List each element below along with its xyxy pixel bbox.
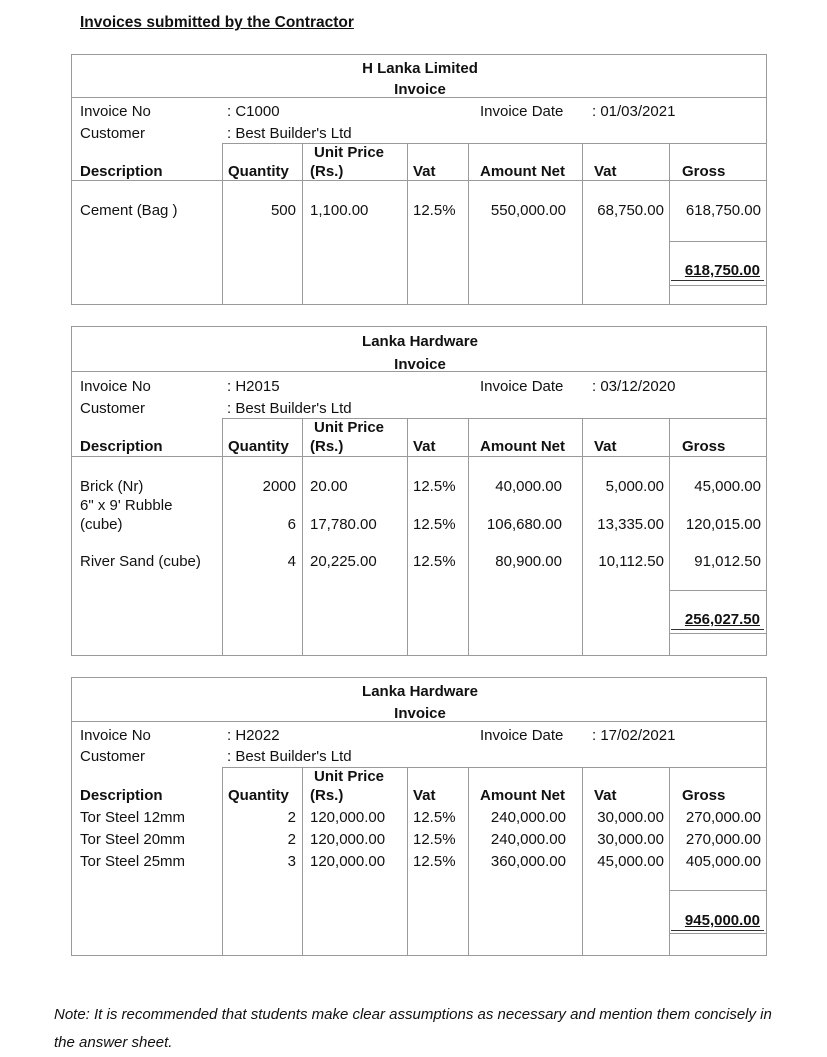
header-unit-price: Unit Price <box>314 768 385 785</box>
item-vat-amount: 10,112.50 <box>598 553 664 570</box>
item-amount-net: 106,680.00 <box>486 516 562 533</box>
item-vat-rate: 12.5% <box>413 553 456 570</box>
header-vat: Vat <box>413 787 436 804</box>
item-amount-net: 80,900.00 <box>495 553 562 570</box>
item-unit-price: 120,000.00 <box>310 809 386 826</box>
invoice-date-value: : 03/12/2020 <box>592 378 676 395</box>
invoice-no-label: Invoice No <box>80 103 151 120</box>
item-gross: 91,012.50 <box>694 553 761 570</box>
item-description: Brick (Nr) <box>80 478 144 495</box>
item-vat-rate: 12.5% <box>413 809 456 826</box>
document-type: Invoice <box>394 356 446 373</box>
invoice-1 <box>71 54 767 305</box>
item-quantity: 2000 <box>262 478 296 495</box>
invoice-no-value: : H2022 <box>227 727 280 744</box>
item-amount-net: 40,000.00 <box>495 478 562 495</box>
invoice-no-value: : H2015 <box>227 378 280 395</box>
customer-label: Customer <box>80 748 146 765</box>
customer-label: Customer <box>80 125 146 142</box>
customer-value: : Best Builder's Ltd <box>227 400 352 417</box>
item-amount-net: 240,000.00 <box>490 831 566 848</box>
item-unit-price: 20.00 <box>310 478 348 495</box>
header-amount-net: Amount Net <box>480 163 565 180</box>
item-vat-rate: 12.5% <box>413 831 456 848</box>
item-amount-net: 550,000.00 <box>490 202 566 219</box>
header-gross: Gross <box>682 787 726 804</box>
header-unit-price-unit: (Rs.) <box>310 163 344 180</box>
customer-value: : Best Builder's Ltd <box>227 748 352 765</box>
item-description: Tor Steel 12mm <box>80 809 186 826</box>
invoice-total: 945,000.00 <box>684 912 760 929</box>
invoice-date-label: Invoice Date <box>480 378 564 395</box>
item-vat-amount: 30,000.00 <box>597 831 664 848</box>
header-vat-amount: Vat <box>594 787 617 804</box>
invoice-3 <box>71 677 767 956</box>
company-name: H Lanka Limited <box>362 60 478 77</box>
item-description: 6" x 9' Rubble <box>80 497 173 514</box>
item-unit-price: 17,780.00 <box>310 516 377 533</box>
item-vat-rate: 12.5% <box>413 853 456 870</box>
header-vat: Vat <box>413 438 436 455</box>
item-description: River Sand (cube) <box>80 553 201 570</box>
item-amount-net: 240,000.00 <box>490 809 566 826</box>
invoice-no-label: Invoice No <box>80 727 151 744</box>
item-vat-amount: 45,000.00 <box>597 853 664 870</box>
item-vat-amount: 68,750.00 <box>597 202 664 219</box>
header-gross: Gross <box>682 163 726 180</box>
item-gross: 120,015.00 <box>685 516 761 533</box>
item-vat-amount: 30,000.00 <box>597 809 664 826</box>
item-unit-price: 20,225.00 <box>310 553 377 570</box>
item-quantity: 2 <box>287 809 296 826</box>
header-amount-net: Amount Net <box>480 787 565 804</box>
company-name: Lanka Hardware <box>362 683 478 700</box>
header-amount-net: Amount Net <box>480 438 565 455</box>
item-amount-net: 360,000.00 <box>490 853 566 870</box>
header-description: Description <box>80 438 163 455</box>
item-description: Cement (Bag ) <box>80 202 178 219</box>
item-unit-price: 1,100.00 <box>310 202 369 219</box>
footnote: Note: It is recommended that students make clear assumptions as necessary and mention them concisely in the answer sheet. <box>54 1006 772 1051</box>
invoice-date-value: : 01/03/2021 <box>592 103 676 120</box>
item-gross: 405,000.00 <box>685 853 761 870</box>
header-quantity: Quantity <box>228 787 289 804</box>
item-quantity: 2 <box>287 831 296 848</box>
item-quantity: 500 <box>270 202 296 219</box>
item-vat-rate: 12.5% <box>413 478 456 495</box>
page-title: Invoices submitted by the Contractor <box>80 14 354 31</box>
item-gross: 270,000.00 <box>685 831 761 848</box>
item-gross: 270,000.00 <box>685 809 761 826</box>
item-gross: 618,750.00 <box>685 202 761 219</box>
header-unit-price-unit: (Rs.) <box>310 787 344 804</box>
customer-label: Customer <box>80 400 146 417</box>
item-quantity: 4 <box>287 553 296 570</box>
item-vat-amount: 13,335.00 <box>597 516 664 533</box>
item-unit-price: 120,000.00 <box>310 831 386 848</box>
header-vat-amount: Vat <box>594 438 617 455</box>
invoice-date-value: : 17/02/2021 <box>592 727 676 744</box>
item-description: Tor Steel 25mm <box>80 853 186 870</box>
item-quantity: 3 <box>287 853 296 870</box>
item-unit-price: 120,000.00 <box>310 853 386 870</box>
header-vat-amount: Vat <box>594 163 617 180</box>
item-vat-rate: 12.5% <box>413 202 456 219</box>
header-quantity: Quantity <box>228 163 289 180</box>
header-unit-price: Unit Price <box>314 144 385 161</box>
item-vat-amount: 5,000.00 <box>605 478 664 495</box>
header-quantity: Quantity <box>228 438 289 455</box>
document-type: Invoice <box>394 81 446 98</box>
item-vat-rate: 12.5% <box>413 516 456 533</box>
invoice-2 <box>71 326 767 656</box>
invoice-date-label: Invoice Date <box>480 727 564 744</box>
invoice-no-label: Invoice No <box>80 378 151 395</box>
header-unit-price-unit: (Rs.) <box>310 438 344 455</box>
header-unit-price: Unit Price <box>314 419 385 436</box>
header-vat: Vat <box>413 163 436 180</box>
item-description: Tor Steel 20mm <box>80 831 186 848</box>
item-description-cont: (cube) <box>80 516 123 533</box>
item-quantity: 6 <box>287 516 296 533</box>
company-name: Lanka Hardware <box>362 333 478 350</box>
item-gross: 45,000.00 <box>694 478 761 495</box>
header-gross: Gross <box>682 438 726 455</box>
document-type: Invoice <box>394 705 446 722</box>
invoice-total: 618,750.00 <box>684 262 760 279</box>
header-description: Description <box>80 163 163 180</box>
customer-value: : Best Builder's Ltd <box>227 125 352 142</box>
invoice-date-label: Invoice Date <box>480 103 564 120</box>
header-description: Description <box>80 787 163 804</box>
invoice-no-value: : C1000 <box>227 103 280 120</box>
invoice-total: 256,027.50 <box>684 611 760 628</box>
